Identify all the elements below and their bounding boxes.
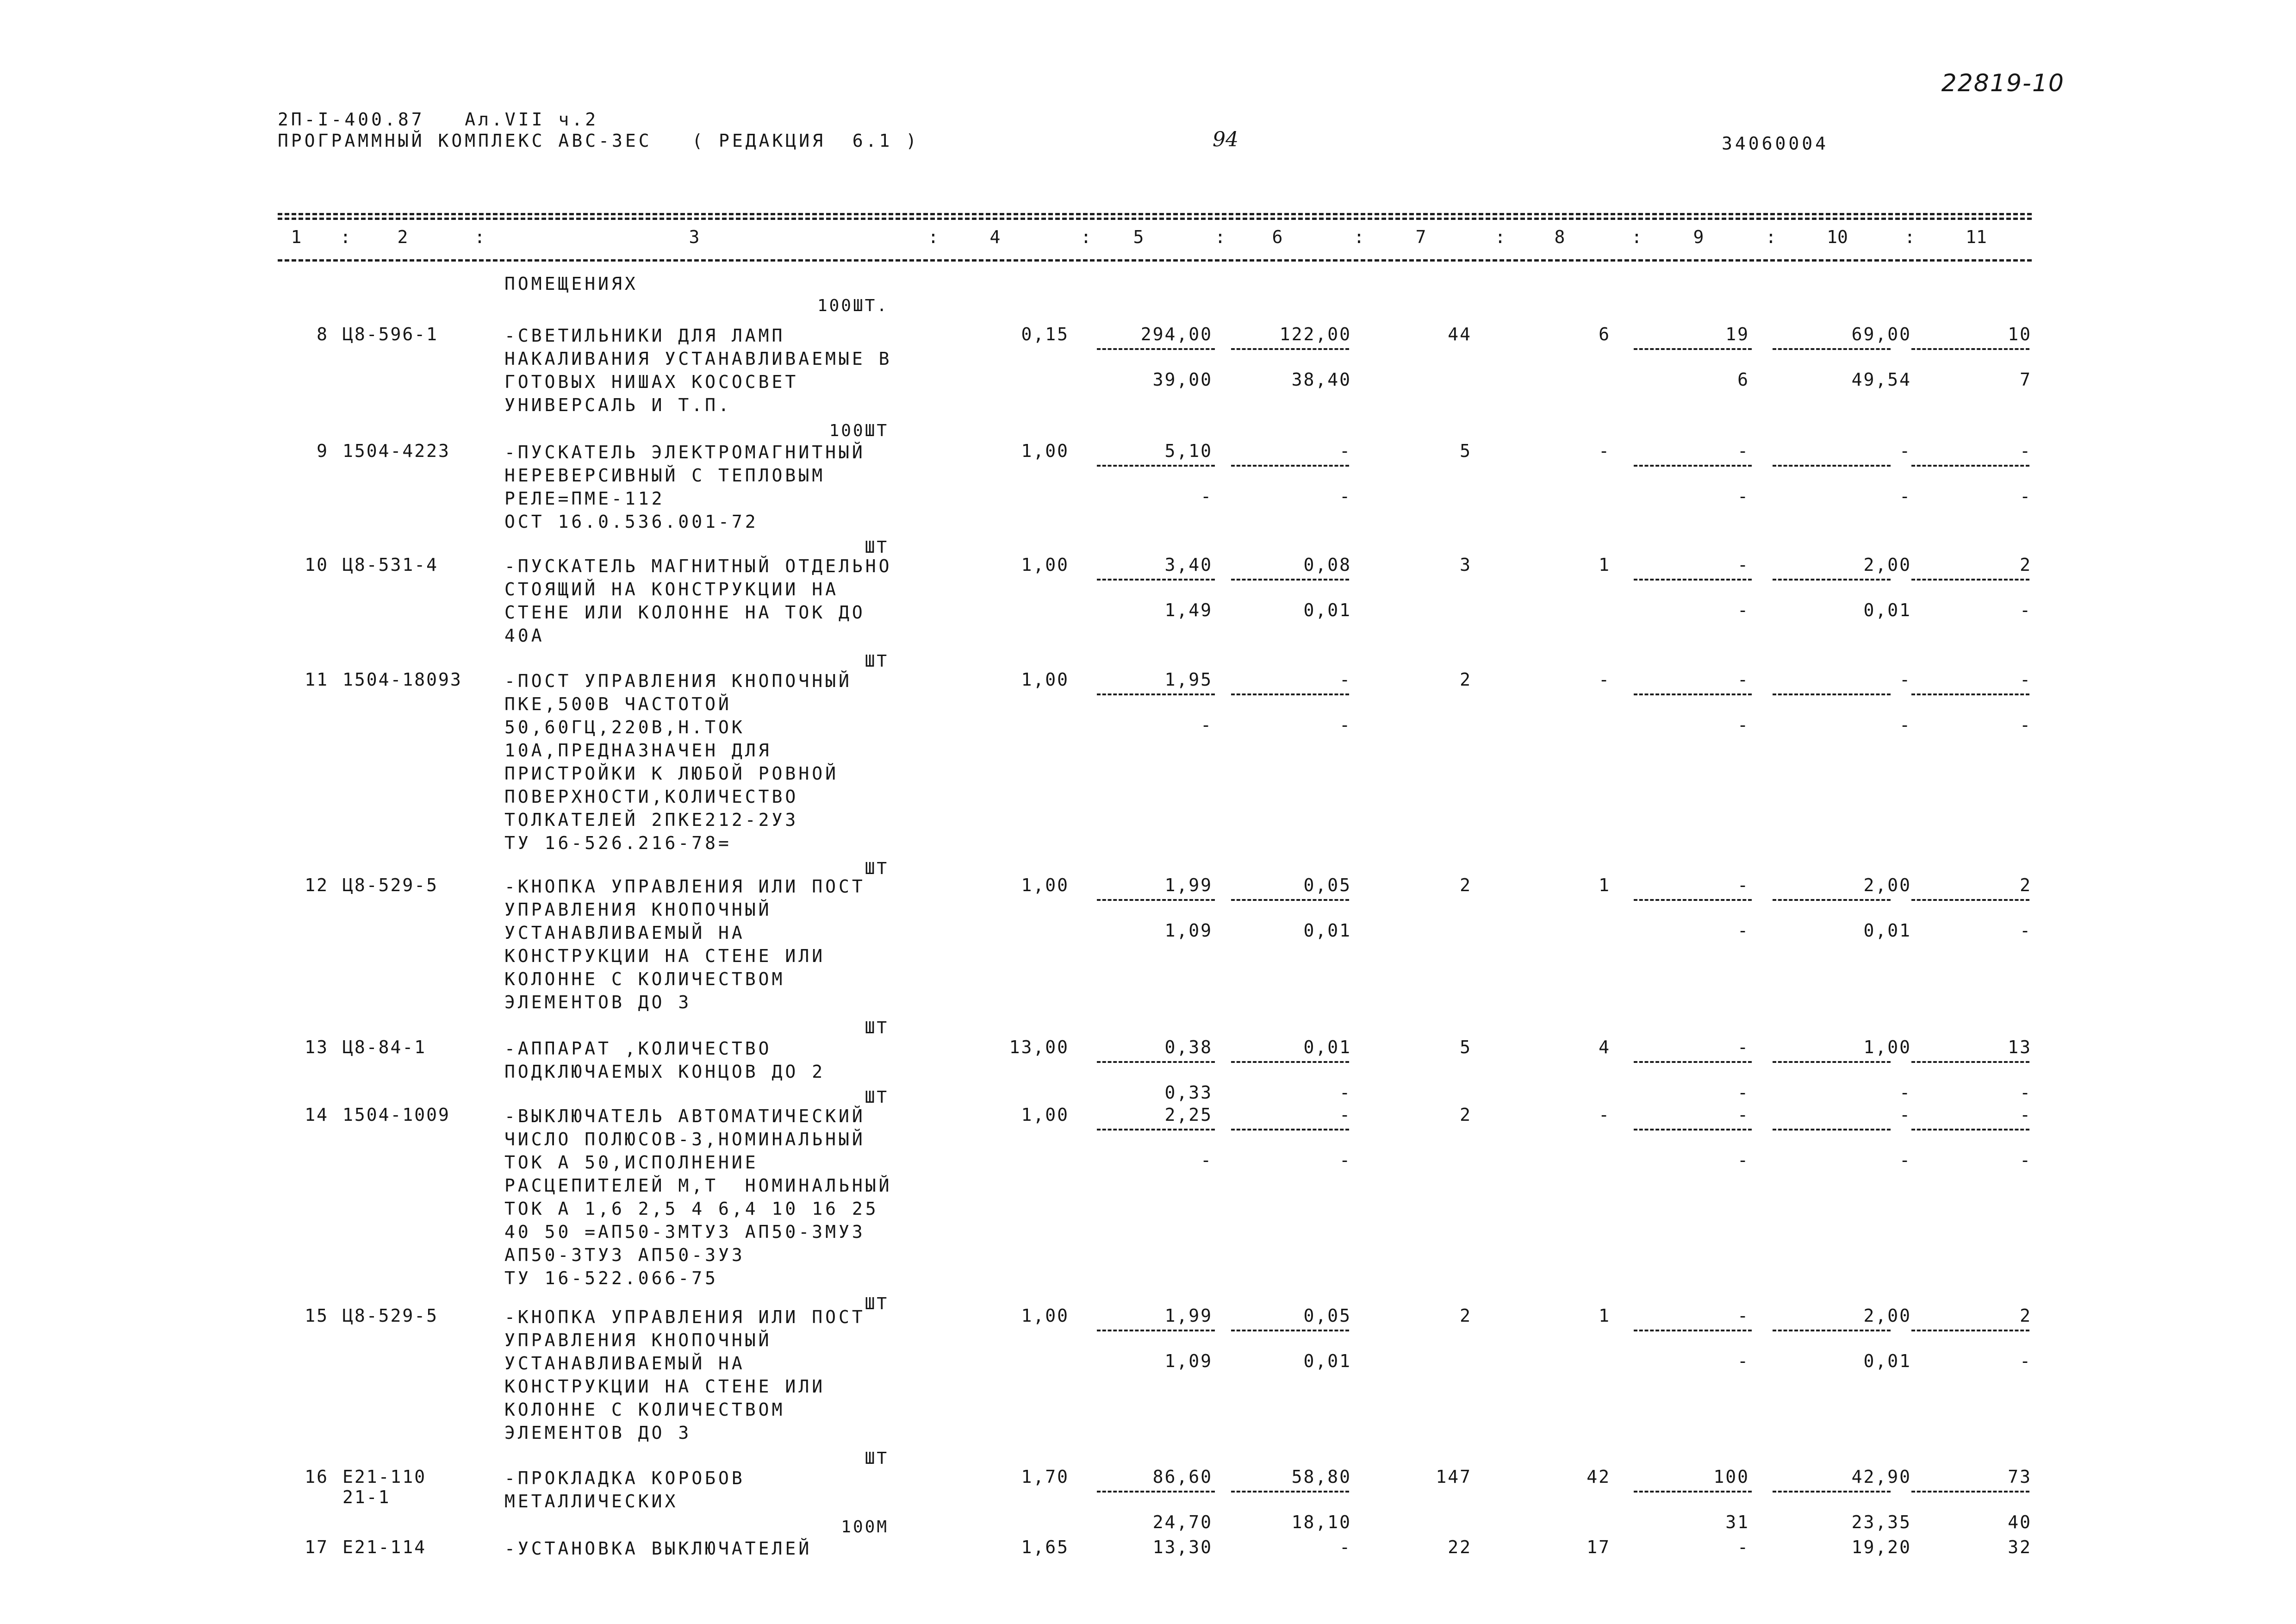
value-col-10-second: - xyxy=(1899,1082,1911,1103)
measure-unit: ШТ xyxy=(865,859,889,878)
value-col-8: - xyxy=(1599,1105,1611,1125)
value-col-10-second: 49,54 xyxy=(1851,369,1911,390)
subtotal-dash xyxy=(1231,899,1349,901)
measure-unit: ШТ xyxy=(865,1018,889,1037)
subtotal-dash xyxy=(1773,465,1891,467)
value-col-5: 1,99 xyxy=(1164,875,1213,895)
program-line: ПРОГРАММНЫЙ КОМПЛЕКС АВС-3ЕС ( РЕДАКЦИЯ 6.1 ) xyxy=(278,131,920,151)
value-col-10-second: - xyxy=(1899,1150,1911,1170)
measure-unit: 100М xyxy=(841,1518,889,1537)
value-col-6-second: - xyxy=(1339,1150,1351,1170)
value-col-11: 32 xyxy=(2008,1537,2032,1557)
subtotal-dash xyxy=(1911,1330,2029,1331)
item-code: 1504-1009 xyxy=(342,1105,450,1125)
column-separator: : xyxy=(474,227,485,247)
column-header-11: 11 xyxy=(1966,227,1987,247)
item-code: 1504-4223 xyxy=(342,441,450,461)
page-number: 94 xyxy=(1213,128,1238,151)
top-rule xyxy=(278,213,2032,215)
value-col-6: 0,01 xyxy=(1303,1037,1351,1057)
value-col-10-second: - xyxy=(1899,486,1911,506)
subtotal-dash xyxy=(1231,1491,1349,1493)
subtotal-dash xyxy=(1231,348,1349,350)
value-col-5-second: - xyxy=(1201,486,1213,506)
item-code: Ц8-596-1 xyxy=(342,324,439,344)
subtotal-dash xyxy=(1773,899,1891,901)
subtotal-dash xyxy=(1634,1129,1752,1131)
value-col-6: - xyxy=(1339,1537,1351,1557)
value-col-11-second: - xyxy=(2020,715,2032,735)
subtotal-dash xyxy=(1773,1061,1891,1063)
value-col-9-second: 6 xyxy=(1737,369,1749,390)
value-col-6-second: - xyxy=(1339,486,1351,506)
doc-number: 34060004 xyxy=(1722,133,1829,154)
subtotal-dash xyxy=(1097,465,1215,467)
value-col-9: - xyxy=(1737,1305,1749,1326)
item-description: -АППАРАТ ,КОЛИЧЕСТВО ПОДКЛЮЧАЕМЫХ КОНЦОВ ДО 2 xyxy=(504,1038,826,1082)
measure-unit: ШТ xyxy=(865,1088,889,1107)
value-col-11: 2 xyxy=(2020,875,2032,895)
value-col-11-second: - xyxy=(2020,1082,2032,1103)
column-header-5: 5 xyxy=(1133,227,1144,247)
value-col-11: 10 xyxy=(2008,324,2032,344)
column-separator: : xyxy=(1766,227,1776,247)
row-number: 13 xyxy=(305,1037,329,1057)
row-number: 12 xyxy=(305,875,329,895)
value-col-8: 1 xyxy=(1599,875,1611,895)
value-col-5-second: 1,09 xyxy=(1164,920,1213,941)
value-col-6: 0,05 xyxy=(1303,1305,1351,1326)
column-separator: : xyxy=(1904,227,1915,247)
value-col-8: - xyxy=(1599,441,1611,461)
subtotal-dash xyxy=(1911,693,2029,695)
subtotal-dash xyxy=(1773,579,1891,581)
value-col-8: 1 xyxy=(1599,555,1611,575)
value-col-11: 73 xyxy=(2008,1467,2032,1487)
value-col-9-second: - xyxy=(1737,600,1749,620)
value-col-11: - xyxy=(2020,669,2032,690)
subtotal-dash xyxy=(1634,1061,1752,1063)
value-col-11: - xyxy=(2020,441,2032,461)
value-col-11-second: - xyxy=(2020,1150,2032,1170)
item-description: -КНОПКА УПРАВЛЕНИЯ ИЛИ ПОСТ УПРАВЛЕНИЯ КНОПОЧНЫЙ УСТАНАВЛИВАЕМЫЙ НА КОНСТРУКЦИИ НА СТЕНЕ ИЛИ КОЛОННЕ С КОЛИЧЕСТВОМ ЭЛЕМЕНТОВ ДО 3 xyxy=(504,876,865,1012)
value-col-9: - xyxy=(1737,1537,1749,1557)
value-col-5: 0,38 xyxy=(1164,1037,1213,1057)
value-col-11-second: 7 xyxy=(2020,369,2032,390)
intro-unit: 100ШТ. xyxy=(817,296,889,315)
value-col-4: 1,00 xyxy=(1021,1305,1069,1326)
column-separator: : xyxy=(928,227,939,247)
value-col-10: - xyxy=(1899,1105,1911,1125)
row-number: 16 xyxy=(305,1467,329,1487)
item-description: -ПУСКАТЕЛЬ ЭЛЕКТРОМАГНИТНЫЙ НЕРЕВЕРСИВНЫЙ С ТЕПЛОВЫМ РЕЛЕ=ПМЕ-112 ОСТ 16.0.536.001-72 xyxy=(504,442,865,532)
row-number: 10 xyxy=(305,555,329,575)
value-col-11: 13 xyxy=(2008,1037,2032,1057)
value-col-8: 42 xyxy=(1587,1467,1611,1487)
item-code: Ц8-84-1 xyxy=(342,1037,427,1057)
subtotal-dash xyxy=(1911,899,2029,901)
value-col-9: 100 xyxy=(1713,1467,1749,1487)
subtotal-dash xyxy=(1773,1330,1891,1331)
column-header-7: 7 xyxy=(1415,227,1426,247)
value-col-5: 1,99 xyxy=(1164,1305,1213,1326)
subtotal-dash xyxy=(1773,1491,1891,1493)
value-col-11-second: - xyxy=(2020,486,2032,506)
value-col-11: 2 xyxy=(2020,555,2032,575)
value-col-7: 2 xyxy=(1460,1105,1472,1125)
top-rule-2 xyxy=(278,218,2032,220)
value-col-5-second: - xyxy=(1201,1150,1213,1170)
value-col-11-second: 40 xyxy=(2008,1512,2032,1532)
value-col-6-second: 0,01 xyxy=(1303,920,1351,941)
value-col-7: 5 xyxy=(1460,1037,1472,1057)
value-col-9-second: - xyxy=(1737,1150,1749,1170)
subtotal-dash xyxy=(1231,465,1349,467)
value-col-5: 13,30 xyxy=(1152,1537,1213,1557)
subtotal-dash xyxy=(1634,1330,1752,1331)
value-col-6: 0,08 xyxy=(1303,555,1351,575)
column-header-8: 8 xyxy=(1554,227,1565,247)
value-col-7: 44 xyxy=(1448,324,1472,344)
value-col-9: - xyxy=(1737,441,1749,461)
subtotal-dash xyxy=(1911,1491,2029,1493)
subtotal-dash xyxy=(1634,899,1752,901)
column-header-9: 9 xyxy=(1693,227,1704,247)
value-col-6: - xyxy=(1339,669,1351,690)
row-number: 17 xyxy=(305,1537,329,1557)
value-col-5: 294,00 xyxy=(1140,324,1213,344)
value-col-10: - xyxy=(1899,441,1911,461)
value-col-11: - xyxy=(2020,1105,2032,1125)
value-col-4: 1,00 xyxy=(1021,441,1069,461)
measure-unit: 100ШТ xyxy=(829,421,889,440)
value-col-5: 5,10 xyxy=(1164,441,1213,461)
subtotal-dash xyxy=(1634,348,1752,350)
value-col-6: - xyxy=(1339,1105,1351,1125)
value-col-10-second: - xyxy=(1899,715,1911,735)
subtotal-dash xyxy=(1097,899,1215,901)
header-bottom-rule xyxy=(278,259,2032,262)
value-col-7: 147 xyxy=(1436,1467,1472,1487)
value-col-5-second: 24,70 xyxy=(1152,1512,1213,1532)
column-header-3: 3 xyxy=(689,227,700,247)
column-separator: : xyxy=(1215,227,1226,247)
subtotal-dash xyxy=(1097,1491,1215,1493)
item-code: Ц8-529-5 xyxy=(342,875,439,895)
row-number: 15 xyxy=(305,1305,329,1326)
value-col-10: 19,20 xyxy=(1851,1537,1911,1557)
column-header-6: 6 xyxy=(1272,227,1283,247)
column-header-4: 4 xyxy=(989,227,1001,247)
item-description: -ПОСТ УПРАВЛЕНИЯ КНОПОЧНЫЙ ПКЕ,500В ЧАСТОТОЙ 50,60ГЦ,220В,Н.ТОК 10А,ПРЕДНАЗНАЧЕН ДЛЯ ПРИСТРОЙКИ К ЛЮБОЙ РОВНОЙ ПОВЕРХНОСТИ,КОЛИЧЕСТВО ТОЛКАТЕЛЕЙ 2ПКЕ212-2У3 ТУ 16-526.216-78= xyxy=(504,671,852,853)
value-col-11: 2 xyxy=(2020,1305,2032,1326)
subtotal-dash xyxy=(1911,1061,2029,1063)
value-col-9-second: - xyxy=(1737,920,1749,941)
item-code: Е21-110 21-1 xyxy=(342,1467,427,1507)
subtotal-dash xyxy=(1773,693,1891,695)
value-col-7: 2 xyxy=(1460,875,1472,895)
value-col-8: 4 xyxy=(1599,1037,1611,1057)
value-col-6-second: 0,01 xyxy=(1303,600,1351,620)
item-description: -СВЕТИЛЬНИКИ ДЛЯ ЛАМП НАКАЛИВАНИЯ УСТАНАВЛИВАЕМЫЕ В ГОТОВЫХ НИШАХ КОСОСВЕТ УНИВЕРСАЛЬ И Т.П. xyxy=(504,325,892,415)
value-col-10: 42,90 xyxy=(1851,1467,1911,1487)
item-code: 1504-18093 xyxy=(342,669,462,690)
value-col-9: - xyxy=(1737,669,1749,690)
value-col-4: 0,15 xyxy=(1021,324,1069,344)
subtotal-dash xyxy=(1773,1129,1891,1131)
row-number: 8 xyxy=(317,324,329,344)
subtotal-dash xyxy=(1097,348,1215,350)
subtotal-dash xyxy=(1097,1061,1215,1063)
measure-unit: ШТ xyxy=(865,1294,889,1313)
value-col-5-second: 39,00 xyxy=(1152,369,1213,390)
item-code: Е21-114 xyxy=(342,1537,427,1557)
value-col-9-second: - xyxy=(1737,486,1749,506)
value-col-10-second: 0,01 xyxy=(1863,1351,1911,1371)
value-col-10: 1,00 xyxy=(1863,1037,1911,1057)
doc-code: 2П-І-400.87 Ал.VІІ ч.2 xyxy=(278,109,599,130)
value-col-6-second: 18,10 xyxy=(1291,1512,1351,1532)
value-col-10: 2,00 xyxy=(1863,875,1911,895)
value-col-9: - xyxy=(1737,1105,1749,1125)
subtotal-dash xyxy=(1097,579,1215,581)
value-col-7: 2 xyxy=(1460,669,1472,690)
row-number: 14 xyxy=(305,1105,329,1125)
column-separator: : xyxy=(1495,227,1506,247)
value-col-8: 1 xyxy=(1599,1305,1611,1326)
item-description: -КНОПКА УПРАВЛЕНИЯ ИЛИ ПОСТ УПРАВЛЕНИЯ КНОПОЧНЫЙ УСТАНАВЛИВАЕМЫЙ НА КОНСТРУКЦИИ НА СТЕНЕ ИЛИ КОЛОННЕ С КОЛИЧЕСТВОМ ЭЛЕМЕНТОВ ДО 3 xyxy=(504,1307,865,1443)
measure-unit: ШТ xyxy=(865,1449,889,1468)
value-col-6-second: 0,01 xyxy=(1303,1351,1351,1371)
value-col-4: 1,00 xyxy=(1021,875,1069,895)
subtotal-dash xyxy=(1911,579,2029,581)
value-col-7: 2 xyxy=(1460,1305,1472,1326)
value-col-10: 69,00 xyxy=(1851,324,1911,344)
subtotal-dash xyxy=(1231,1061,1349,1063)
value-col-7: 5 xyxy=(1460,441,1472,461)
subtotal-dash xyxy=(1097,1330,1215,1331)
subtotal-dash xyxy=(1634,693,1752,695)
value-col-10: 2,00 xyxy=(1863,1305,1911,1326)
value-col-7: 22 xyxy=(1448,1537,1472,1557)
subtotal-dash xyxy=(1634,579,1752,581)
column-separator: : xyxy=(1631,227,1642,247)
subtotal-dash xyxy=(1634,465,1752,467)
subtotal-dash xyxy=(1231,1330,1349,1331)
value-col-9: - xyxy=(1737,555,1749,575)
value-col-6-second: 38,40 xyxy=(1291,369,1351,390)
value-col-5-second: 0,33 xyxy=(1164,1082,1213,1103)
subtotal-dash xyxy=(1097,693,1215,695)
value-col-4: 13,00 xyxy=(1009,1037,1069,1057)
intro-text: ПОМЕЩЕНИЯХ xyxy=(504,274,638,294)
value-col-11-second: - xyxy=(2020,920,2032,941)
value-col-5: 3,40 xyxy=(1164,555,1213,575)
value-col-11-second: - xyxy=(2020,1351,2032,1371)
subtotal-dash xyxy=(1911,465,2029,467)
column-header-10: 10 xyxy=(1827,227,1848,247)
value-col-6: - xyxy=(1339,441,1351,461)
value-col-5: 2,25 xyxy=(1164,1105,1213,1125)
value-col-6-second: - xyxy=(1339,1082,1351,1103)
column-separator: : xyxy=(340,227,351,247)
item-code: Ц8-531-4 xyxy=(342,555,439,575)
value-col-5-second: 1,09 xyxy=(1164,1351,1213,1371)
subtotal-dash xyxy=(1634,1491,1752,1493)
subtotal-dash xyxy=(1911,348,2029,350)
value-col-10-second: 23,35 xyxy=(1851,1512,1911,1532)
subtotal-dash xyxy=(1231,1129,1349,1131)
value-col-6: 122,00 xyxy=(1279,324,1351,344)
value-col-8: 17 xyxy=(1587,1537,1611,1557)
value-col-4: 1,00 xyxy=(1021,555,1069,575)
item-description: -УСТАНОВКА ВЫКЛЮЧАТЕЛЕЙ xyxy=(504,1538,812,1559)
column-header-2: 2 xyxy=(397,227,408,247)
value-col-4: 1,00 xyxy=(1021,669,1069,690)
value-col-9-second: 31 xyxy=(1725,1512,1749,1532)
value-col-7: 3 xyxy=(1460,555,1472,575)
column-separator: : xyxy=(1081,227,1091,247)
value-col-5: 86,60 xyxy=(1152,1467,1213,1487)
value-col-10-second: 0,01 xyxy=(1863,920,1911,941)
value-col-9-second: - xyxy=(1737,1082,1749,1103)
value-col-8: - xyxy=(1599,669,1611,690)
value-col-9-second: - xyxy=(1737,715,1749,735)
subtotal-dash xyxy=(1773,348,1891,350)
value-col-5-second: - xyxy=(1201,715,1213,735)
row-number: 9 xyxy=(317,441,329,461)
value-col-5-second: 1,49 xyxy=(1164,600,1213,620)
value-col-10: 2,00 xyxy=(1863,555,1911,575)
measure-unit: ШТ xyxy=(865,538,889,557)
item-description: -ПУСКАТЕЛЬ МАГНИТНЫЙ ОТДЕЛЬНО СТОЯЩИЙ НА КОНСТРУКЦИИ НА СТЕНЕ ИЛИ КОЛОННЕ НА ТОК ДО 40А xyxy=(504,556,892,646)
value-col-8: 6 xyxy=(1599,324,1611,344)
value-col-9-second: - xyxy=(1737,1351,1749,1371)
value-col-6: 0,05 xyxy=(1303,875,1351,895)
subtotal-dash xyxy=(1231,693,1349,695)
value-col-4: 1,70 xyxy=(1021,1467,1069,1487)
value-col-6: 58,80 xyxy=(1291,1467,1351,1487)
value-col-11-second: - xyxy=(2020,600,2032,620)
column-header-1: 1 xyxy=(291,227,302,247)
value-col-6-second: - xyxy=(1339,715,1351,735)
value-col-4: 1,00 xyxy=(1021,1105,1069,1125)
value-col-5: 1,95 xyxy=(1164,669,1213,690)
subtotal-dash xyxy=(1231,579,1349,581)
column-separator: : xyxy=(1354,227,1364,247)
value-col-9: 19 xyxy=(1725,324,1749,344)
subtotal-dash xyxy=(1911,1129,2029,1131)
subtotal-dash xyxy=(1097,1129,1215,1131)
value-col-4: 1,65 xyxy=(1021,1537,1069,1557)
item-description: -ВЫКЛЮЧАТЕЛЬ АВТОМАТИЧЕСКИЙ ЧИСЛО ПОЛЮСОВ-3,НОМИНАЛЬНЫЙ ТОК А 50,ИСПОЛНЕНИЕ РАСЦЕПИТЕЛЕЙ М,Т НОМИНАЛЬНЫЙ ТОК А 1,6 2,5 4 6,4 10 16 25 40 50 =АП50-3МТУ3 АП50-3МУ3 АП50-3ТУ3 АП50-3У3 ТУ 16-522.066-75 xyxy=(504,1106,892,1288)
measure-unit: ШТ xyxy=(865,652,889,671)
value-col-9: - xyxy=(1737,875,1749,895)
row-number: 11 xyxy=(305,669,329,690)
item-code: Ц8-529-5 xyxy=(342,1305,439,1326)
value-col-10: - xyxy=(1899,669,1911,690)
item-description: -ПРОКЛАДКА КОРОБОВ МЕТАЛЛИЧЕСКИХ xyxy=(504,1468,745,1512)
value-col-9: - xyxy=(1737,1037,1749,1057)
value-col-10-second: 0,01 xyxy=(1863,600,1911,620)
handwritten-stamp: 22819-10 xyxy=(1941,69,2065,97)
